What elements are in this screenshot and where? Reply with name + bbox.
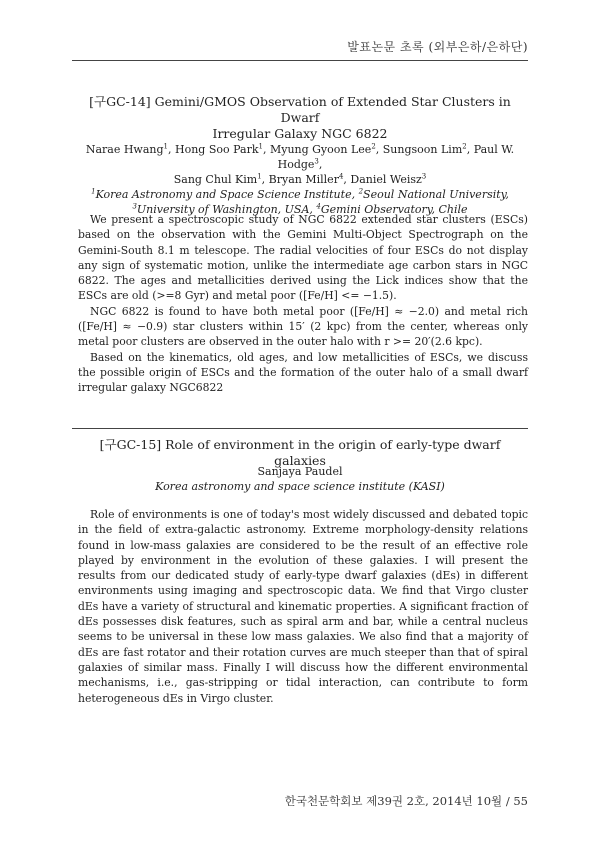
abstract1-affil-line2: $^3$University of Washington, USA, $^4$Gemini Observatory, Chile	[132, 202, 468, 216]
abstract2-byline	[72, 464, 528, 494]
abstract1-title	[72, 94, 528, 142]
abstract1-authors	[72, 142, 528, 217]
header-rule	[72, 60, 528, 61]
section-rule	[72, 428, 528, 429]
abstract1-paragraph: We present a spectroscopic study of NGC 6822 extended star clusters (ESCs) based on the observation with the Gemini Multi-Object Spectrograph on the Gemini-South 8.1 m telescope. The radial velocities of four ESCs do not display any sign of systematic motion, unlike the intermediate age carbon stars in NGC 6822. The ages and metallicities derived using the Lick indices show that the ESCs are old (>=8 Gyr) and metal poor ([Fe/H] <= −1.5).	[78, 213, 528, 303]
abstract1-affil-line1: $^1$Korea Astronomy and Space Science Institute, $^2$Seoul National University,	[91, 187, 509, 201]
abstract1-paragraph: NGC 6822 is found to have both metal poor ([Fe/H] ≈ −2.0) and metal rich ([Fe/H] ≈ −0.9) star clusters within 15′ (2 kpc) from the center, whereas only metal poor clusters are observed in the outer halo with r >= 20′(2.6 kpc).	[78, 304, 528, 349]
running-head: 발표논문 초록 (외부은하/은하단)	[347, 40, 528, 54]
abstract1-authors-line1: Narae Hwang$^1$, Hong Soo Park$^1$, Myung Gyoon Lee$^2$, Sungsoon Lim$^2$, Paul W. Hodge$^3$,	[85, 142, 515, 171]
abstract1-paragraph: Based on the kinematics, old ages, and low metallicities of ESCs, we discuss the possible origin of ESCs and the formation of the outer halo of a small dwarf irregular galaxy NGC6822	[78, 350, 528, 395]
abstract1-body	[78, 212, 528, 396]
abstract1-title-line1: [구GC-14] Gemini/GMOS Observation of Extended Star Clusters in Dwarf	[89, 94, 511, 125]
abstract2-title: [구GC-15] Role of environment in the origin of early-type dwarf galaxies	[99, 437, 501, 468]
abstract2-affiliation: Korea astronomy and space science institute (KASI)	[155, 480, 445, 493]
abstract2-paragraph: Role of environments is one of today's most widely discussed and debated topic in the field of extra-galactic astronomy. Extreme morphology-density relations found in low-mass galaxies are considered to be the result of an effective role played by environment in the evolution of these galaxies. I will present the results from our dedicated study of early-type dwarf galaxies (dEs) in different environments using imaging and spectroscopic data. We find that Virgo cluster dEs have a variety of structural and kinematic properties. A significant fraction of dEs possesses disk features, such as spiral arm and bar, while a central nucleus seems to be universal in these low mass galaxies. We also find that a majority of dEs are fast rotator and their rotation curves are much steeper than that of spiral galaxies of similar mass. Finally I will discuss how the different environmental mechanisms, i.e., gas-stripping or tidal interaction, can contribute to form heterogeneous dEs in Virgo cluster.	[78, 508, 528, 705]
abstract2-author: Sanjaya Paudel	[257, 465, 343, 478]
abstract1-title-line2: Irregular Galaxy NGC 6822	[212, 126, 388, 141]
abstract2-body	[78, 507, 528, 706]
journal-footer: 한국천문학회보 제39권 2호, 2014년 10월 / 55	[284, 794, 528, 808]
abstract1-authors-line2: Sang Chul Kim$^1$, Bryan Miller$^4$, Daniel Weisz$^3$	[173, 172, 427, 186]
